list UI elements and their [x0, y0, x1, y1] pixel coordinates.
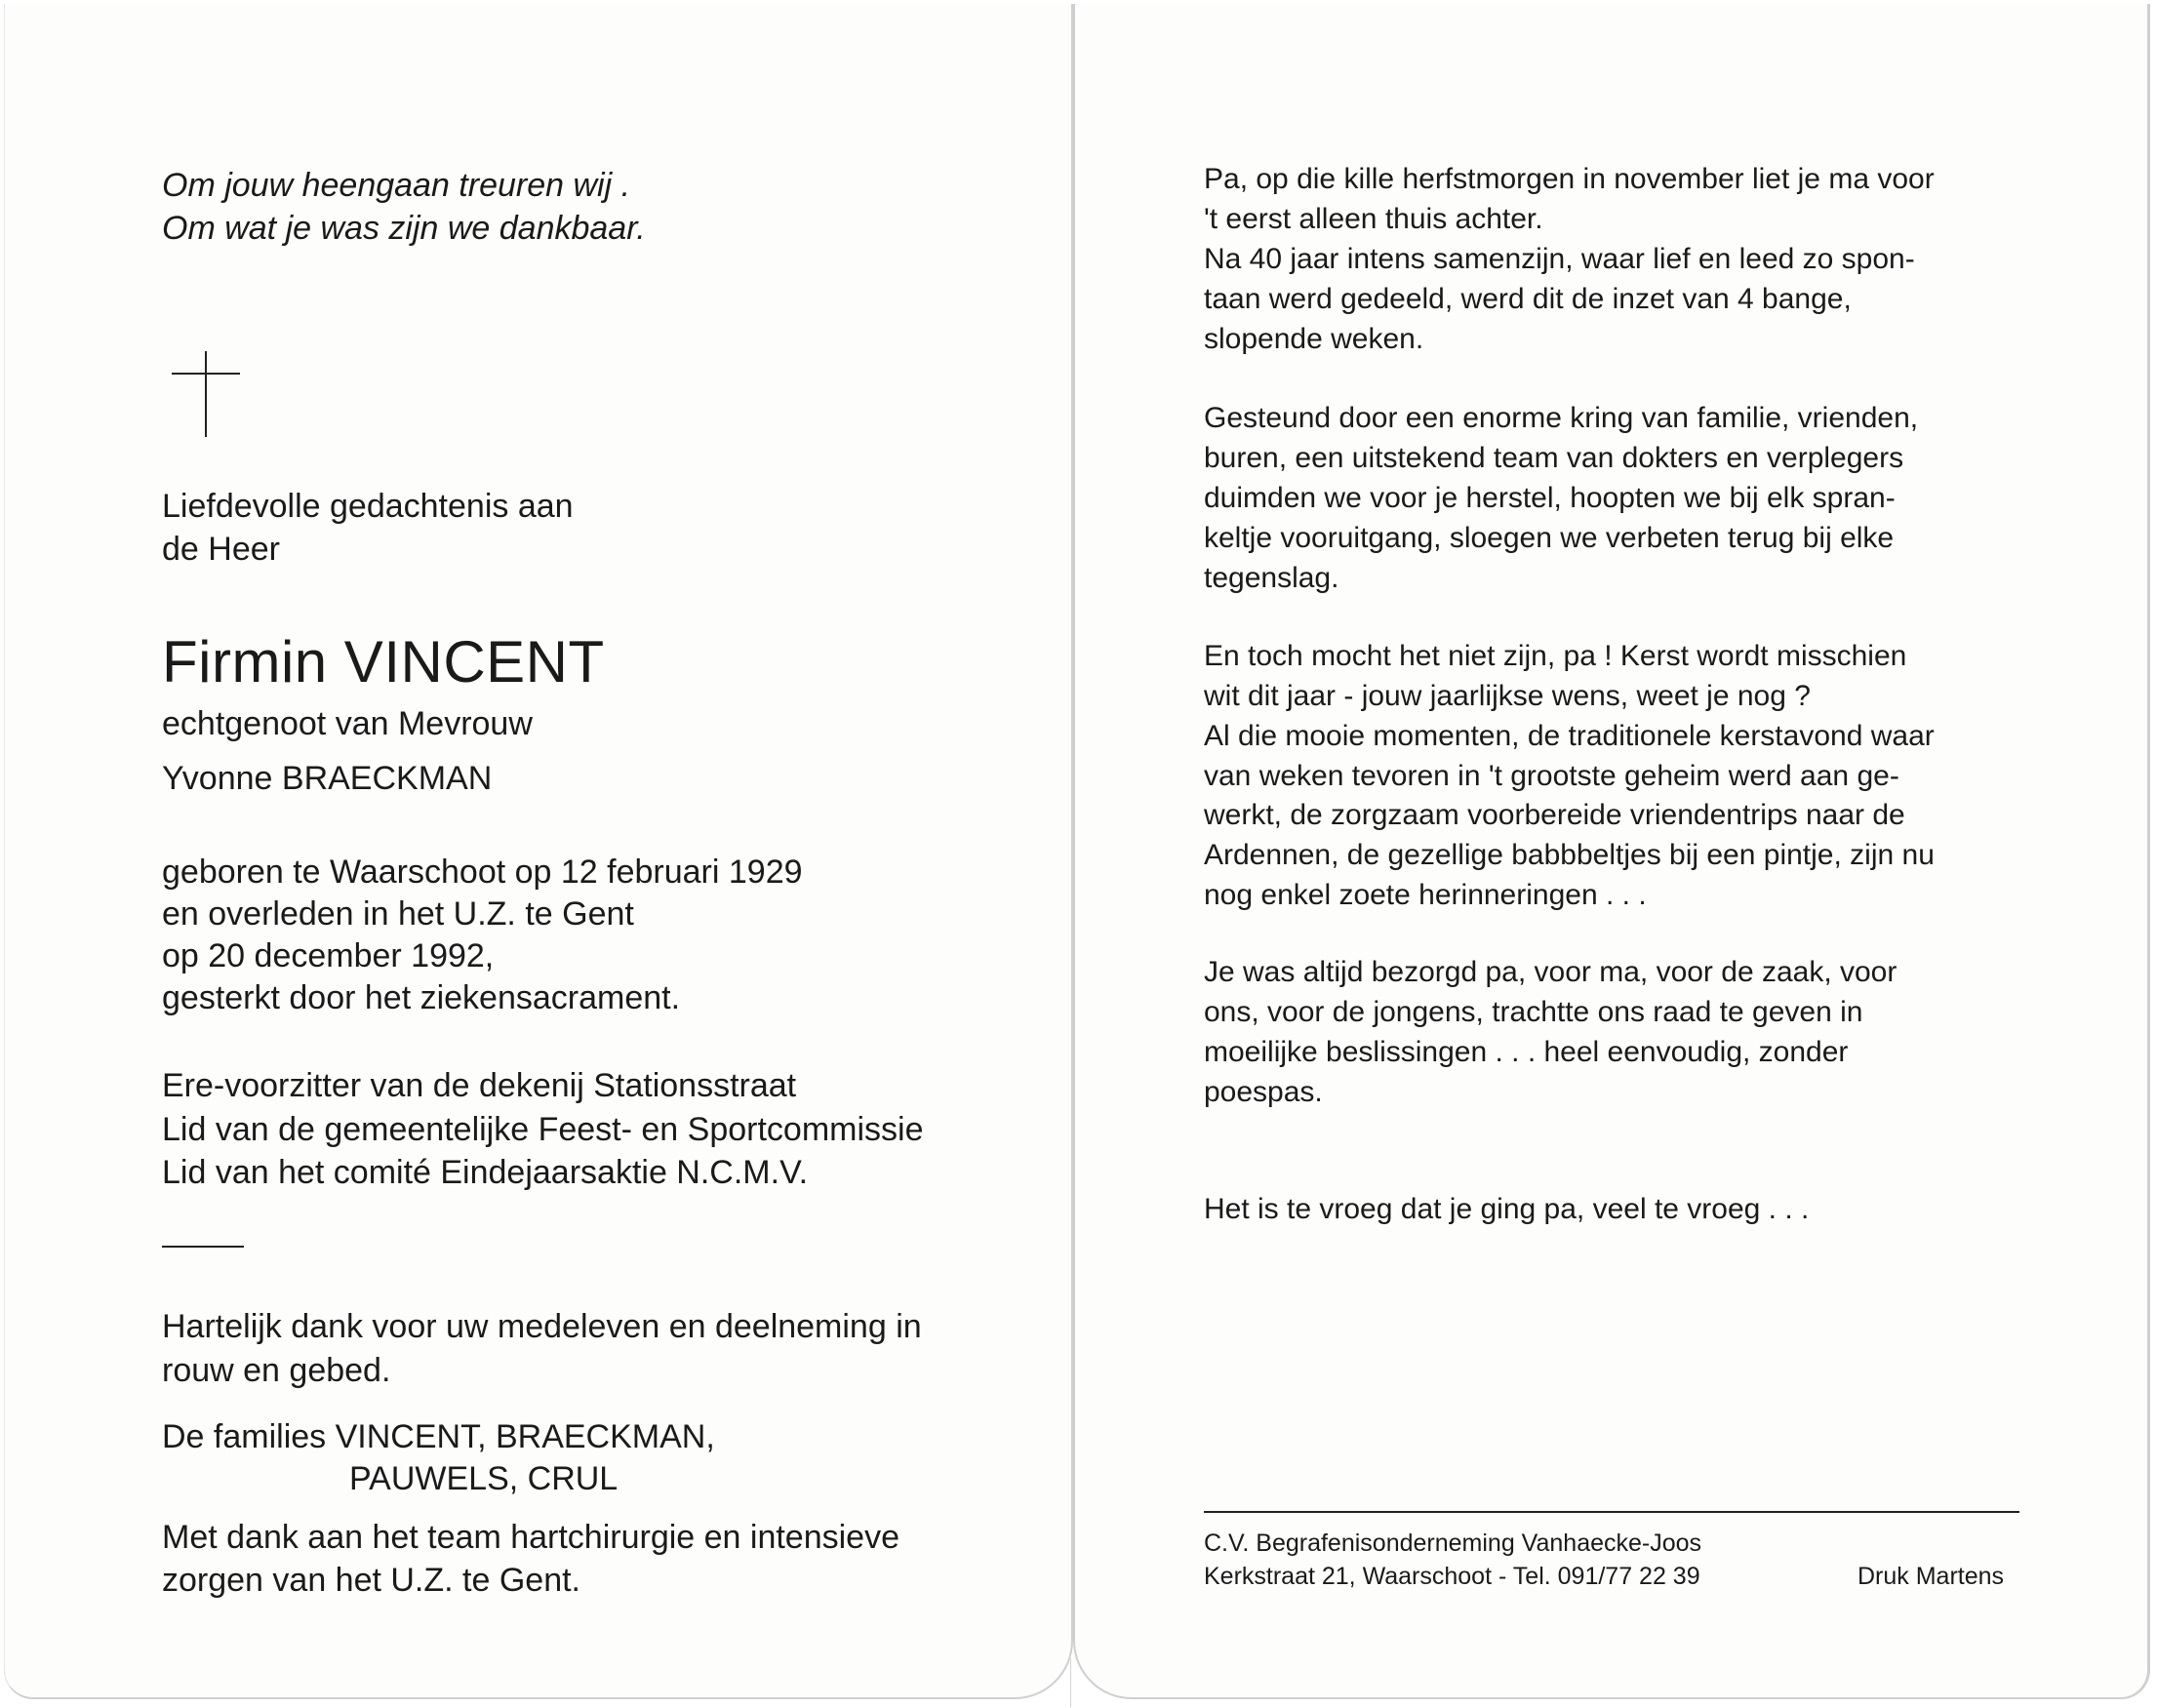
- hospital-thanks-line: Met dank aan het team hartchirurgie en intensieve: [162, 1519, 900, 1556]
- paragraph-2-line: duimden we voor je herstel, hoopten we bij elk spran-: [1204, 482, 1896, 514]
- cross-icon: [172, 351, 240, 439]
- paragraph-1-line: Na 40 jaar intens samenzijn, waar lief en leed zo spon-: [1204, 243, 1915, 275]
- paragraph-4-line: ons, voor de jongens, trachtte ons raad te geven in: [1204, 996, 1863, 1028]
- motto-line: Om jouw heengaan treuren wij .: [162, 167, 631, 204]
- paragraph-2-line: tegenslag.: [1204, 562, 1339, 594]
- motto-line: Om wat je was zijn we dankbaar.: [162, 210, 646, 247]
- paragraph-3-line: nog enkel zoete herinneringen . . .: [1204, 879, 1647, 911]
- fold-seam: [1070, 1658, 1081, 1707]
- role-line: Ere-voorzitter van de dekenij Stationsstraat: [162, 1067, 797, 1104]
- paragraph-3-line: En toch mocht het niet zijn, pa ! Kerst wordt misschien: [1204, 640, 1907, 672]
- footer-rule: [1204, 1511, 2019, 1513]
- undertaker-address: Kerkstraat 21, Waarschoot - Tel. 091/77 22 39: [1204, 1563, 1700, 1590]
- paragraph-2-line: Gesteund door een enorme kring van familie, vrienden,: [1204, 402, 1919, 434]
- paragraph-4-line: moeilijke beslissingen . . . heel eenvoudig, zonder: [1204, 1036, 1849, 1068]
- families-line: PAUWELS, CRUL: [349, 1460, 619, 1497]
- role-line: Lid van het comité Eindejaarsaktie N.C.M.V.: [162, 1154, 809, 1191]
- intro-line: Liefdevolle gedachtenis aan: [162, 488, 574, 525]
- families-line: De families VINCENT, BRAECKMAN,: [162, 1418, 715, 1455]
- paragraph-3-line: Al die mooie momenten, de traditionele kerstavond waar: [1204, 720, 1935, 752]
- paragraph-1-line: 't eerst alleen thuis achter.: [1204, 203, 1543, 235]
- spouse-line: echtgenoot van Mevrouw: [162, 705, 533, 742]
- paragraph-1-line: slopende weken.: [1204, 323, 1424, 355]
- paragraph-2-line: buren, een uitstekend team van dokters en verplegers: [1204, 442, 1904, 474]
- thanks-line: rouw en gebed.: [162, 1352, 391, 1389]
- paragraph-1-line: Pa, op die kille herfstmorgen in november liet je ma voor: [1204, 163, 1935, 195]
- intro-line: de Heer: [162, 531, 280, 568]
- paragraph-1-line: taan werd gedeeld, werd dit de inzet van 4 bange,: [1204, 283, 1852, 315]
- paragraph-4-line: poespas.: [1204, 1076, 1323, 1108]
- paragraph-3-line: Ardennen, de gezellige babbbeltjes bij een pintje, zijn nu: [1204, 839, 1935, 871]
- paragraph-3-line: wit dit jaar - jouw jaarlijkse wens, weet je nog ?: [1204, 680, 1811, 712]
- hospital-thanks-line: zorgen van het U.Z. te Gent.: [162, 1562, 581, 1599]
- printer-credit: Druk Martens: [1857, 1563, 2005, 1590]
- closing-line: Het is te vroeg dat je ging pa, veel te vroeg . . .: [1204, 1193, 1810, 1225]
- thanks-line: Hartelijk dank voor uw medeleven en deelneming in: [162, 1308, 922, 1345]
- paragraph-2-line: keltje vooruitgang, sloegen we verbeten terug bij elke: [1204, 522, 1895, 554]
- spouse-line: Yvonne BRAECKMAN: [162, 760, 493, 797]
- separator-line: [162, 1246, 244, 1248]
- undertaker-name: C.V. Begrafenisonderneming Vanhaecke-Joos: [1204, 1529, 1702, 1557]
- paragraph-3-line: werkt, de zorgzaam voorbereide vriendentrips naar de: [1204, 799, 1905, 831]
- dates-line: gesterkt door het ziekensacrament.: [162, 979, 681, 1016]
- paragraph-3-line: van weken tevoren in 't grootste geheim werd aan ge-: [1204, 760, 1899, 792]
- paragraph-4-line: Je was altijd bezorgd pa, voor ma, voor de zaak, voor: [1204, 956, 1897, 988]
- dates-line: geboren te Waarschoot op 12 februari 1929: [162, 854, 803, 891]
- dates-line: op 20 december 1992,: [162, 937, 495, 974]
- deceased-name: Firmin VINCENT: [162, 629, 605, 695]
- role-line: Lid van de gemeentelijke Feest- en Sportcommissie: [162, 1111, 924, 1148]
- dates-line: en overleden in het U.Z. te Gent: [162, 895, 634, 933]
